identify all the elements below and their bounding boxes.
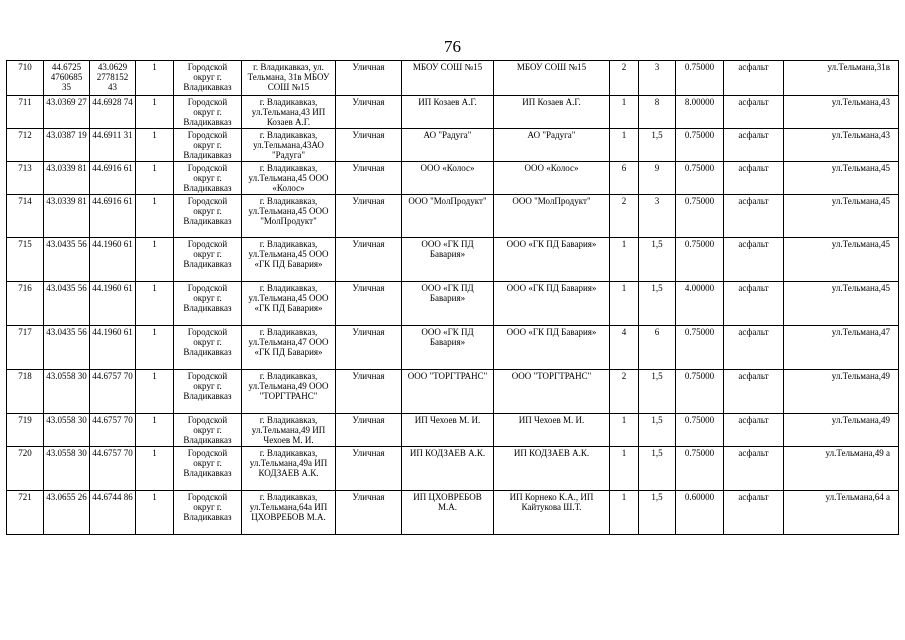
district-cell: Городской округ г. Владикавказ <box>174 129 242 162</box>
latitude-cell: 43.0655 26 <box>44 491 90 535</box>
latitude-cell: 43.0558 30 <box>44 447 90 491</box>
organization-cell: АО "Радуга" <box>494 129 610 162</box>
organization-cell: ИП КОДЗАЕВ А.К. <box>494 447 610 491</box>
row-number: 717 <box>7 326 44 370</box>
row-number: 711 <box>7 96 44 129</box>
table-row <box>7 370 899 414</box>
organization-cell: ИП Корнеко К.А., ИП Кайтукова Ш.Т. <box>494 491 610 535</box>
surface-cell: асфальт <box>724 414 784 447</box>
row-number: 715 <box>7 238 44 282</box>
type-cell: Уличная <box>336 129 402 162</box>
location-cell: ул.Тельмана,45 <box>784 238 899 282</box>
latitude-cell: 44.6725 4760685 35 <box>44 61 90 96</box>
district-cell: Городской округ г. Владикавказ <box>174 282 242 326</box>
area-cell: 1,5 <box>639 447 676 491</box>
row-number: 719 <box>7 414 44 447</box>
address-cell: г. Владикавказ, ул.Тельмана,43 ИП Козаев А.Г. <box>242 96 336 129</box>
owner-cell: ИП Козаев А.Г. <box>402 96 494 129</box>
address-cell: г. Владикавказ, ул.Тельмана,45 ООО «ГК ПД Бавария» <box>242 282 336 326</box>
longitude-cell: 44.6744 86 <box>90 491 136 535</box>
quantity-cell: 1 <box>610 238 639 282</box>
organization-cell: МБОУ СОШ №15 <box>494 61 610 96</box>
quantity-cell: 1 <box>610 447 639 491</box>
longitude-cell: 44.6757 70 <box>90 370 136 414</box>
owner-cell: ООО «ГК ПД Бавария» <box>402 282 494 326</box>
type-cell: Уличная <box>336 282 402 326</box>
location-cell: ул.Тельмана,45 <box>784 162 899 195</box>
organization-cell: ООО «Колос» <box>494 162 610 195</box>
surface-cell: асфальт <box>724 326 784 370</box>
longitude-cell: 44.1960 61 <box>90 326 136 370</box>
owner-cell: ООО «Колос» <box>402 162 494 195</box>
surface-cell: асфальт <box>724 129 784 162</box>
area-cell: 1,5 <box>639 129 676 162</box>
address-cell: г. Владикавказ, ул.Тельмана,49 ИП Чехоев М. И. <box>242 414 336 447</box>
surface-cell: асфальт <box>724 282 784 326</box>
count-cell: 1 <box>136 96 174 129</box>
type-cell: Уличная <box>336 96 402 129</box>
volume-cell: 0.75000 <box>676 129 724 162</box>
location-cell: ул.Тельмана,43 <box>784 96 899 129</box>
area-cell: 9 <box>639 162 676 195</box>
area-cell: 1,5 <box>639 282 676 326</box>
volume-cell: 4.00000 <box>676 282 724 326</box>
table-row <box>7 96 899 129</box>
table-row <box>7 414 899 447</box>
location-cell: ул.Тельмана,43 <box>784 129 899 162</box>
table-row <box>7 447 899 491</box>
surface-cell: асфальт <box>724 238 784 282</box>
count-cell: 1 <box>136 370 174 414</box>
address-cell: г. Владикавказ, ул.Тельмана,47 ООО «ГК ПД Бавария» <box>242 326 336 370</box>
count-cell: 1 <box>136 447 174 491</box>
district-cell: Городской округ г. Владикавказ <box>174 370 242 414</box>
quantity-cell: 2 <box>610 61 639 96</box>
longitude-cell: 44.6757 70 <box>90 414 136 447</box>
address-cell: г. Владикавказ, ул.Тельмана,64а ИП ЦХОВРЕБОВ М.А. <box>242 491 336 535</box>
volume-cell: 0.75000 <box>676 370 724 414</box>
row-number: 710 <box>7 61 44 96</box>
quantity-cell: 2 <box>610 370 639 414</box>
area-cell: 1,5 <box>639 370 676 414</box>
row-number: 718 <box>7 370 44 414</box>
row-number: 716 <box>7 282 44 326</box>
table-row <box>7 238 899 282</box>
surface-cell: асфальт <box>724 447 784 491</box>
longitude-cell: 44.6916 61 <box>90 195 136 238</box>
count-cell: 1 <box>136 491 174 535</box>
latitude-cell: 43.0387 19 <box>44 129 90 162</box>
district-cell: Городской округ г. Владикавказ <box>174 447 242 491</box>
latitude-cell: 43.0339 81 <box>44 162 90 195</box>
quantity-cell: 1 <box>610 491 639 535</box>
volume-cell: 0.75000 <box>676 61 724 96</box>
address-cell: г. Владикавказ, ул.Тельмана,45 ООО «ГК ПД Бавария» <box>242 238 336 282</box>
location-cell: ул.Тельмана,31в <box>784 61 899 96</box>
address-cell: г. Владикавказ, ул.Тельмана,45 ООО "МолПродукт" <box>242 195 336 238</box>
location-cell: ул.Тельмана,45 <box>784 282 899 326</box>
area-cell: 6 <box>639 326 676 370</box>
location-cell: ул.Тельмана,49 <box>784 414 899 447</box>
volume-cell: 0.75000 <box>676 162 724 195</box>
address-cell: г. Владикавказ, ул.Тельмана,43АО "Радуга" <box>242 129 336 162</box>
count-cell: 1 <box>136 414 174 447</box>
count-cell: 1 <box>136 238 174 282</box>
volume-cell: 0.75000 <box>676 326 724 370</box>
owner-cell: ООО "МолПродукт" <box>402 195 494 238</box>
surface-cell: асфальт <box>724 491 784 535</box>
district-cell: Городской округ г. Владикавказ <box>174 491 242 535</box>
table-row <box>7 129 899 162</box>
location-cell: ул.Тельмана,47 <box>784 326 899 370</box>
longitude-cell: 44.6916 61 <box>90 162 136 195</box>
latitude-cell: 43.0558 30 <box>44 370 90 414</box>
district-cell: Городской округ г. Владикавказ <box>174 414 242 447</box>
owner-cell: ООО "ТОРГТРАНС" <box>402 370 494 414</box>
location-cell: ул.Тельмана,45 <box>784 195 899 238</box>
type-cell: Уличная <box>336 491 402 535</box>
organization-cell: ИП Козаев А.Г. <box>494 96 610 129</box>
volume-cell: 8.00000 <box>676 96 724 129</box>
volume-cell: 0.75000 <box>676 195 724 238</box>
organization-cell: ИП Чехоев М. И. <box>494 414 610 447</box>
latitude-cell: 43.0369 27 <box>44 96 90 129</box>
surface-cell: асфальт <box>724 162 784 195</box>
page-number: 76 <box>444 37 461 56</box>
type-cell: Уличная <box>336 238 402 282</box>
row-number: 712 <box>7 129 44 162</box>
latitude-cell: 43.0435 56 <box>44 326 90 370</box>
type-cell: Уличная <box>336 326 402 370</box>
district-cell: Городской округ г. Владикавказ <box>174 238 242 282</box>
latitude-cell: 43.0435 56 <box>44 238 90 282</box>
surface-cell: асфальт <box>724 370 784 414</box>
row-number: 713 <box>7 162 44 195</box>
count-cell: 1 <box>136 282 174 326</box>
longitude-cell: 44.1960 61 <box>90 238 136 282</box>
address-cell: г. Владикавказ, ул.Тельмана,49 ООО "ТОРГТРАНС" <box>242 370 336 414</box>
longitude-cell: 44.6928 74 <box>90 96 136 129</box>
volume-cell: 0.75000 <box>676 414 724 447</box>
area-cell: 3 <box>639 195 676 238</box>
surface-cell: асфальт <box>724 96 784 129</box>
count-cell: 1 <box>136 129 174 162</box>
location-cell: ул.Тельмана,49 а <box>784 447 899 491</box>
owner-cell: ИП КОДЗАЕВ А.К. <box>402 447 494 491</box>
location-cell: ул.Тельмана,64 а <box>784 491 899 535</box>
table-row <box>7 491 899 535</box>
table-row <box>7 61 899 96</box>
volume-cell: 0.75000 <box>676 238 724 282</box>
owner-cell: ООО «ГК ПД Бавария» <box>402 326 494 370</box>
area-cell: 1,5 <box>639 491 676 535</box>
count-cell: 1 <box>136 162 174 195</box>
owner-cell: МБОУ СОШ №15 <box>402 61 494 96</box>
type-cell: Уличная <box>336 195 402 238</box>
type-cell: Уличная <box>336 162 402 195</box>
quantity-cell: 1 <box>610 282 639 326</box>
volume-cell: 0.75000 <box>676 447 724 491</box>
type-cell: Уличная <box>336 370 402 414</box>
longitude-cell: 43.0629 2778152 43 <box>90 61 136 96</box>
quantity-cell: 6 <box>610 162 639 195</box>
district-cell: Городской округ г. Владикавказ <box>174 326 242 370</box>
address-cell: г. Владикавказ, ул.Тельмана,45 ООО «Колос» <box>242 162 336 195</box>
area-cell: 1,5 <box>639 414 676 447</box>
owner-cell: ИП Чехоев М. И. <box>402 414 494 447</box>
table-row <box>7 326 899 370</box>
owner-cell: АО "Радуга" <box>402 129 494 162</box>
district-cell: Городской округ г. Владикавказ <box>174 61 242 96</box>
table-row <box>7 162 899 195</box>
count-cell: 1 <box>136 195 174 238</box>
row-number: 714 <box>7 195 44 238</box>
district-cell: Городской округ г. Владикавказ <box>174 96 242 129</box>
area-cell: 3 <box>639 61 676 96</box>
area-cell: 1,5 <box>639 238 676 282</box>
address-cell: г. Владикавказ, ул.Тельмана,49а ИП КОДЗАЕВ А.К. <box>242 447 336 491</box>
table-row <box>7 282 899 326</box>
latitude-cell: 43.0558 30 <box>44 414 90 447</box>
owner-cell: ООО «ГК ПД Бавария» <box>402 238 494 282</box>
surface-cell: асфальт <box>724 61 784 96</box>
type-cell: Уличная <box>336 447 402 491</box>
location-cell: ул.Тельмана,49 <box>784 370 899 414</box>
surface-cell: асфальт <box>724 195 784 238</box>
area-cell: 8 <box>639 96 676 129</box>
organization-cell: ООО «ГК ПД Бавария» <box>494 238 610 282</box>
address-cell: г. Владикавказ, ул. Тельмана, 31в МБОУ СОШ №15 <box>242 61 336 96</box>
longitude-cell: 44.1960 61 <box>90 282 136 326</box>
table-row <box>7 195 899 238</box>
district-cell: Городской округ г. Владикавказ <box>174 162 242 195</box>
quantity-cell: 2 <box>610 195 639 238</box>
organization-cell: ООО «ГК ПД Бавария» <box>494 326 610 370</box>
quantity-cell: 1 <box>610 96 639 129</box>
row-number: 721 <box>7 491 44 535</box>
volume-cell: 0.60000 <box>676 491 724 535</box>
organization-cell: ООО "МолПродукт" <box>494 195 610 238</box>
longitude-cell: 44.6757 70 <box>90 447 136 491</box>
quantity-cell: 1 <box>610 129 639 162</box>
organization-cell: ООО "ТОРГТРАНС" <box>494 370 610 414</box>
count-cell: 1 <box>136 326 174 370</box>
latitude-cell: 43.0339 81 <box>44 195 90 238</box>
owner-cell: ИП ЦХОВРЕБОВ М.А. <box>402 491 494 535</box>
registry-table <box>6 60 899 535</box>
row-number: 720 <box>7 447 44 491</box>
type-cell: Уличная <box>336 414 402 447</box>
type-cell: Уличная <box>336 61 402 96</box>
count-cell: 1 <box>136 61 174 96</box>
district-cell: Городской округ г. Владикавказ <box>174 195 242 238</box>
organization-cell: ООО «ГК ПД Бавария» <box>494 282 610 326</box>
quantity-cell: 1 <box>610 414 639 447</box>
latitude-cell: 43.0435 56 <box>44 282 90 326</box>
quantity-cell: 4 <box>610 326 639 370</box>
longitude-cell: 44.6911 31 <box>90 129 136 162</box>
